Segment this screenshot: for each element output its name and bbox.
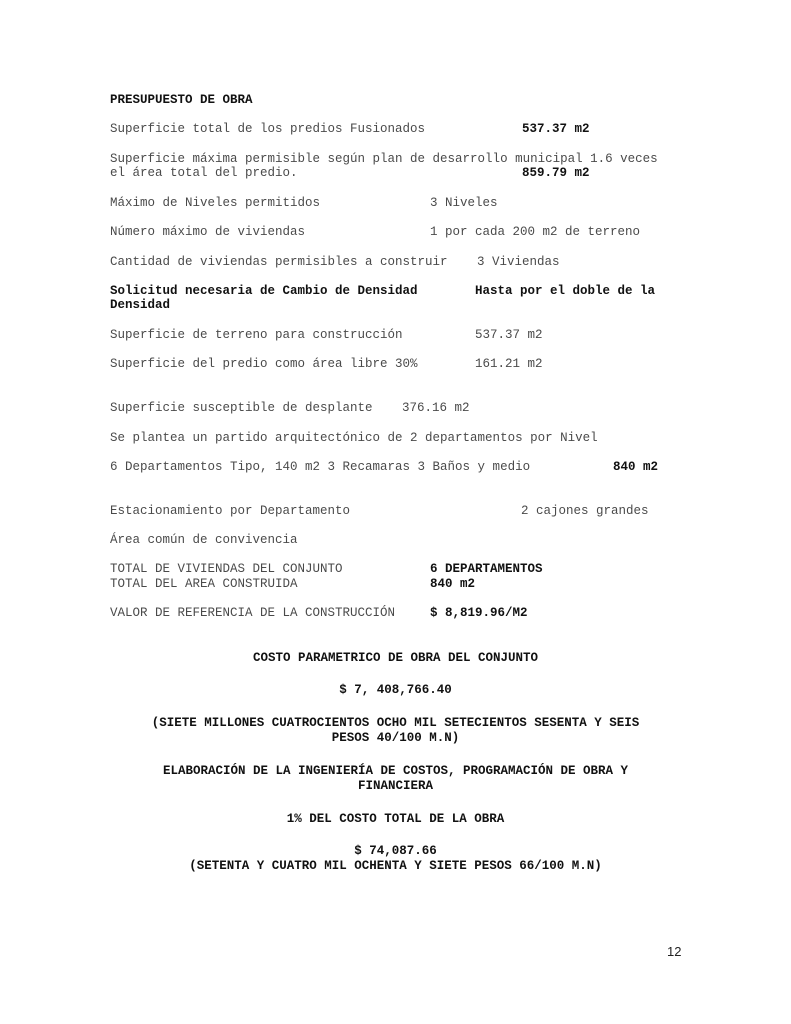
honorario-amount: $ 74,087.66 (354, 844, 437, 858)
terreno-value: 537.37 m2 (475, 328, 543, 342)
sup-max-label-line2: el área total del predio. (110, 166, 298, 180)
total-viviendas-value: 6 DEPARTAMENTOS (430, 562, 543, 576)
total-viviendas-label: TOTAL DE VIVIENDAS DEL CONJUNTO (110, 562, 343, 576)
solicitud-value: Hasta por el doble de la (475, 284, 656, 298)
sup-total-value: 537.37 m2 (522, 122, 590, 136)
sup-total-label: Superficie total de los predios Fusionados (110, 122, 426, 136)
solicitud-label-line2: Densidad (110, 298, 171, 312)
viviendas-cant-label: Cantidad de viviendas permisibles a construir (110, 255, 448, 269)
honorario-words: (SETENTA Y CUATRO MIL OCHENTA Y SIETE PESOS 66/100 M.N) (189, 859, 602, 873)
niveles-label: Máximo de Niveles permitidos (110, 196, 321, 210)
total-area-value: 840 m2 (430, 577, 476, 591)
estacionamiento-label: Estacionamiento por Departamento (110, 504, 351, 518)
estacionamiento-value: 2 cajones grandes (521, 504, 649, 518)
terreno-label: Superficie de terreno para construcción (110, 328, 403, 342)
solicitud-label-line1: Solicitud necesaria de Cambio de Densidad (110, 284, 418, 298)
area-libre-label: Superficie del predio como área libre 30% (110, 357, 418, 371)
viviendas-cant-value: 3 Viviendas (477, 255, 560, 269)
sup-max-value: 859.79 m2 (522, 166, 590, 180)
deptos-label: 6 Departamentos Tipo, 140 m2 3 Recamaras 3 Baños y medio (110, 460, 531, 474)
costo-words-line1: (SIETE MILLONES CUATROCIENTOS OCHO MIL SETECIENTOS SESENTA Y SEIS (151, 716, 640, 730)
area-libre-value: 161.21 m2 (475, 357, 543, 371)
valor-referencia-label: VALOR DE REFERENCIA DE LA CONSTRUCCIÓN (110, 606, 396, 620)
total-area-label: TOTAL DEL AREA CONSTRUIDA (110, 577, 298, 591)
costo-amount: $ 7, 408,766.40 (339, 683, 452, 697)
deptos-value: 840 m2 (613, 460, 659, 474)
viviendas-max-label: Número máximo de viviendas (110, 225, 306, 239)
section-title: PRESUPUESTO DE OBRA (110, 93, 253, 107)
costo-title: COSTO PARAMETRICO DE OBRA DEL CONJUNTO (252, 651, 539, 665)
niveles-value: 3 Niveles (430, 196, 498, 210)
viviendas-max-value: 1 por cada 200 m2 de terreno (430, 225, 641, 239)
elaboracion-line2: FINANCIERA (357, 779, 433, 793)
area-comun-text: Área común de convivencia (110, 533, 298, 547)
partido-text: Se plantea un partido arquitectónico de 2 departamentos por Nivel (110, 431, 598, 445)
elaboracion-line1: ELABORACIÓN DE LA INGENIERÍA DE COSTOS, PROGRAMACIÓN DE OBRA Y (162, 764, 629, 778)
costo-words-line2: PESOS 40/100 M.N) (331, 731, 460, 745)
desplante-value: 376.16 m2 (402, 401, 470, 415)
valor-referencia-value: $ 8,819.96/M2 (430, 606, 528, 620)
sup-max-label-line1: Superficie máxima permisible según plan de desarrollo municipal 1.6 veces (110, 152, 658, 166)
page-number: 12 (667, 944, 682, 959)
desplante-label: Superficie susceptible de desplante (110, 401, 373, 415)
porcentaje-text: 1% DEL COSTO TOTAL DE LA OBRA (286, 812, 505, 826)
